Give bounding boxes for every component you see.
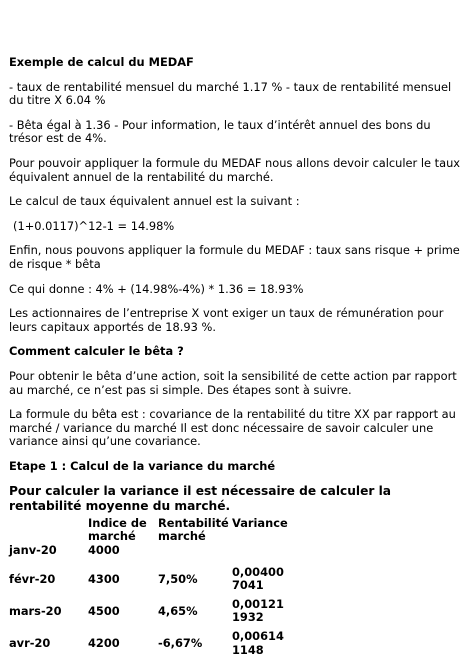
table-row: [9, 598, 312, 630]
paragraph-beta-obtain: Pour obtenir le bêta d’une action, soit la sensibilité de cette action par rapport au marché, ce n’est pas si simple. Des étapes sont à suivre.: [9, 368, 457, 397]
paragraph-beta-info: - Bêta égal à 1.36 - Pour information, le taux d’intérêt annuel des bons du trésor est de 4%.: [9, 117, 431, 146]
table-cell-variance: 0,00400 7041: [232, 564, 284, 593]
table-row: [9, 544, 312, 566]
table-cell-variance: 0,00614 1148: [232, 629, 284, 657]
table-header-cell: Indice de marché: [88, 515, 147, 544]
table-cell-index: 4300: [88, 571, 120, 586]
paragraph-market-rates: - taux de rentabilité mensuel du marché 1.17 % - taux de rentabilité mensuel du titre X 6.04 %: [9, 79, 452, 108]
market-variance-table: [9, 517, 312, 662]
table-header-cell: [9, 517, 88, 544]
table-cell-return: -6,67%: [158, 636, 203, 651]
table-cell-date: janv-20: [9, 543, 57, 558]
paragraph-equivalent-rate: Pour pouvoir appliquer la formule du MEDAF nous allons devoir calculer le taux équivalent annuel de la rentabilité du marché.: [9, 155, 461, 184]
heading-step-1: Etape 1 : Calcul de la variance du marché: [9, 458, 276, 473]
formula-equivalent-rate: (1+0.0117)^12-1 = 14.98%: [13, 218, 175, 233]
table-cell-return: 7,50%: [158, 571, 198, 586]
paragraph-medaf-formula: Enfin, nous pouvons appliquer la formule du MEDAF : taux sans risque + prime de risque * bêta: [9, 243, 460, 271]
table-cell-index: 4200: [88, 636, 120, 651]
document-title: Exemple de calcul du MEDAF: [9, 55, 194, 69]
table-header-cell: Rentabilité marché: [158, 515, 229, 544]
formula-result: Ce qui donne : 4% + (14.98%-4%) * 1.36 = 18.93%: [9, 281, 304, 296]
table-cell-variance: [232, 544, 312, 566]
paragraph-calc-intro: Le calcul de taux équivalent annuel est la suivant :: [9, 194, 300, 209]
table-cell-date: mars-20: [9, 603, 62, 618]
table-cell-date: avr-20: [9, 636, 51, 651]
paragraph-beta-formula: La formule du bêta est : covariance de la rentabilité du titre XX par rapport au marché / variance du marché Il est donc nécessaire de savoir calculer une variance ainsi qu’une covariance.: [9, 407, 456, 449]
heading-beta: Comment calculer le bêta ?: [9, 344, 184, 359]
table-cell-variance: 0,00121 1932: [232, 596, 284, 625]
heading-variance-intro: Pour calculer la variance il est nécessaire de calculer la rentabilité moyenne du marché.: [9, 484, 392, 513]
table-cell-return: [158, 544, 232, 566]
table-header-cell: Variance: [232, 515, 288, 530]
table-row: [9, 566, 312, 598]
table-cell-date: févr-20: [9, 571, 56, 586]
paragraph-shareholders: Les actionnaires de l’entreprise X vont exiger un taux de rémunération pour leurs capitaux apportés de 18.93 %.: [9, 306, 444, 334]
table-cell-return: 4,65%: [158, 603, 198, 618]
table-row: [9, 630, 312, 662]
document-body: [9, 56, 463, 662]
table-cell-index: 4000: [88, 543, 120, 558]
table-cell-index: 4500: [88, 603, 120, 618]
table-header-row: [9, 517, 312, 544]
